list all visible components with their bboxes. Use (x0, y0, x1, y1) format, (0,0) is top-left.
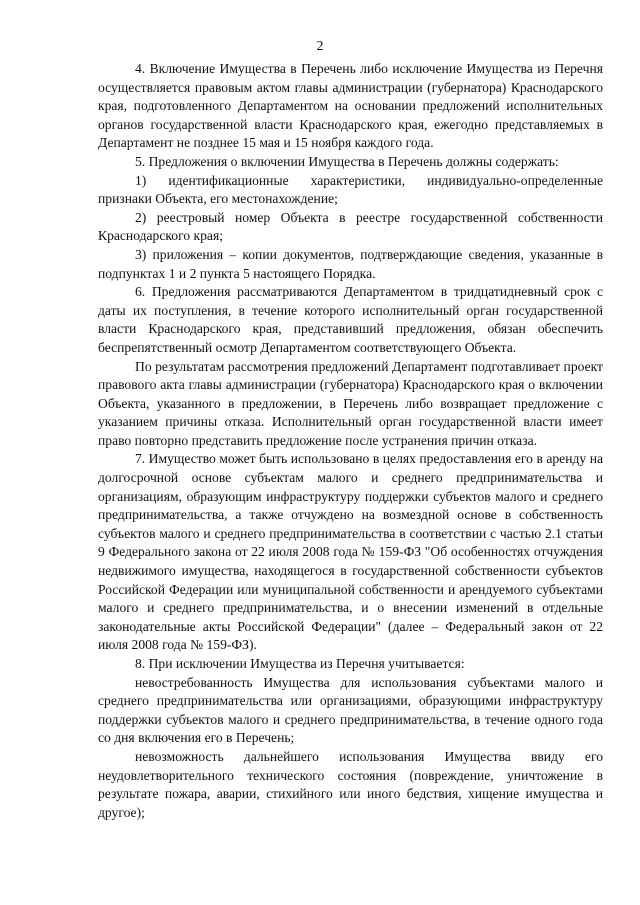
paragraph-item-5: 5. Предложения о включении Имущества в Перечень должны содержать: (135, 153, 559, 169)
paragraph-item-7: 7. Имущество может быть использовано в целях предоставления его в аренду на долгосрочной основе субъектам малого и среднего предпринимательства и организациям, образующим инфраструктуру поддержки субъектов малого и среднего предпринимательства, а также отчуждено на возмездной основе в собственность субъектов малого и среднего предпринимательства в соответствии с частью 2.1 статьи 9 Федерального закона от 22 июля 2008 года № 159-ФЗ "Об особенностях отчуждения недвижимого имущества, находящегося в государственной собственности субъектов Российской Федерации или муниципальной собственности и арендуемого субъектами малого и среднего предпринимательства, и о внесении изменений в отдельные законодательные акты Российской Федерации" (далее – Федеральный закон от 22 июля 2008 года № 159-ФЗ). (98, 451, 603, 653)
paragraph-review-results: По результатам рассмотрения предложений Департамент подготавливает проект правового акта главы администрации (губернатора) Краснодарского края о включении Объекта, указанного в предложении, в Перечень либо возвращает предложение с указанием причины отказа. Исполнительный орган государственной власти имеет право повторно представить предложение после устранения причин отказа. (98, 358, 603, 448)
paragraph-item-8: 8. При исключении Имущества из Перечня учитывается: (135, 656, 465, 671)
paragraph-item-6: 6. Предложения рассматриваются Департаментом в тридцатидневный срок с даты их поступления, в течение которого исполнительный орган государственной власти Краснодарского края, представивший предложения, обязан обеспечить беспрепятственный осмотр Департаментом соответствующего Объекта. (98, 284, 603, 355)
paragraph-item-4: 4. Включение Имущества в Перечень либо исключение Имущества из Перечня осуществляется правовым актом главы администрации (губернатора) Краснодарского края, подготовленного Департаментом на основании предложений исполнительных органов государственной власти Краснодарского края, ежегодно представляемых в Департамент не позднее 15 мая и 15 ноября каждого года. (98, 61, 603, 151)
subitem-2: 2) реестровый номер Объекта в реестре государственной собственности Краснодарского края; (98, 209, 603, 244)
subitem-3: 3) приложения – копии документов, подтверждающие сведения, указанные в подпунктах 1 и 2 пункта 5 настоящего Порядка. (98, 246, 603, 281)
exclusion-criterion-condition: невозможность дальнейшего использования Имущества ввиду его неудовлетворительного технического состояния (повреждение, уничтожение в результате пожара, аварии, стихийного или иного бедствия, хищение имущества и другое); (98, 748, 603, 820)
page-number: 2 (316, 39, 324, 54)
exclusion-criterion-unclaimed: невостребованность Имущества для использования субъектами малого и среднего предпринимательства или организациями, образующими инфраструктуру поддержки субъектов малого и среднего предпринимательства, в течение одного года со дня включения его в Перечень; (98, 674, 603, 746)
document-body (98, 60, 603, 822)
subitem-1: 1) идентификационные характеристики, индивидуально-определенные признаки Объекта, его местонахождение; (98, 172, 603, 207)
